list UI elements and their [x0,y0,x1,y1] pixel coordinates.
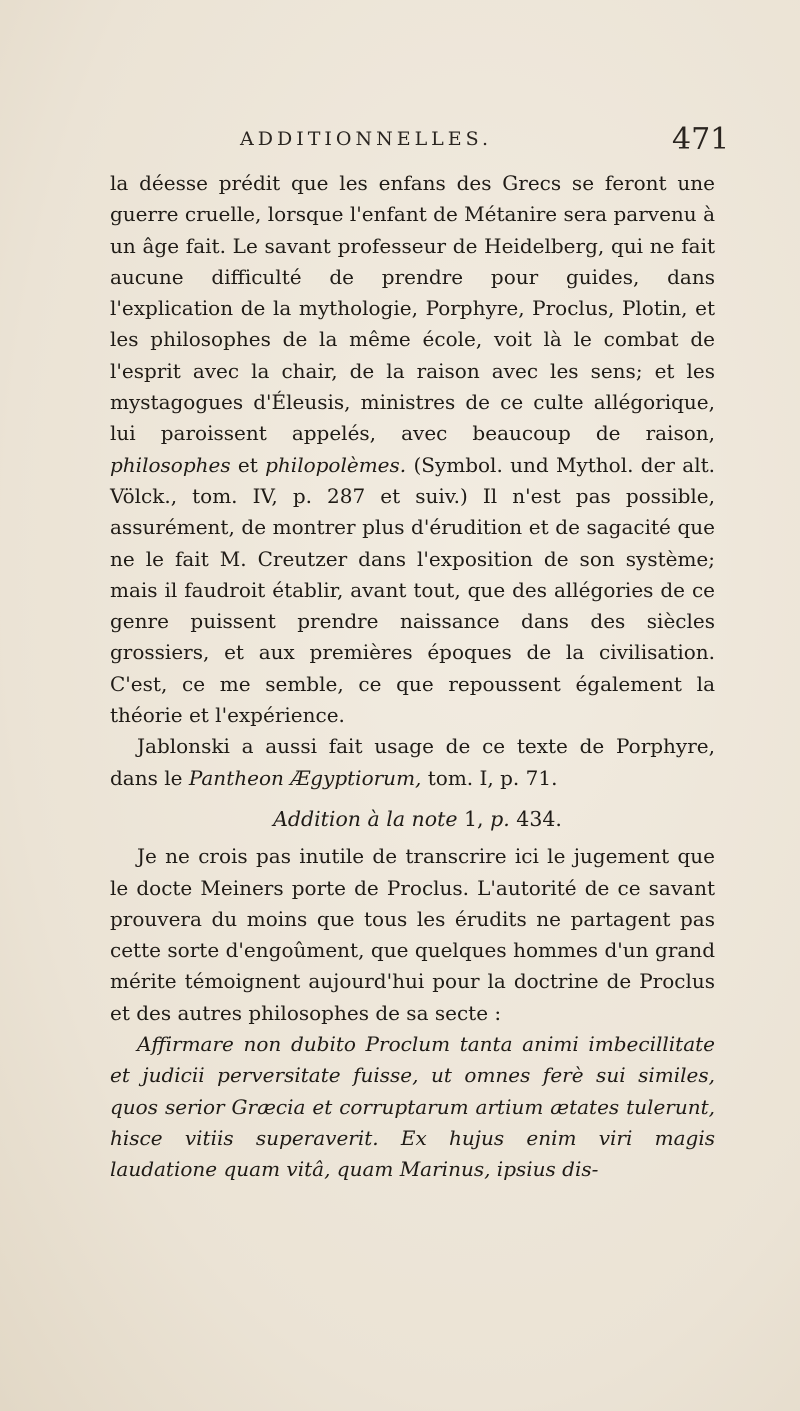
page-number: 471 [672,122,730,157]
paragraph-jablonski [110,731,715,794]
paragraph-meiners: Je ne crois pas inutile de transcrire ici le jugement que le docte Meiners porte de Proclus. L'autorité de ce savant prouvera du moins que tous les érudits ne partagent pas cette sorte d'engoûment, que quelques hommes d'un grand mérite témoignent aujourd'hui pour la doctrine de Proclus et des autres philosophes de sa secte : [110,844,715,1025]
italic-term: philosophes [110,452,231,477]
running-head: ADDITIONNELLES. [240,128,493,150]
text-run: tom. I, p. 71. [427,765,558,790]
heading-page-number: 434. [516,806,562,831]
latin-quotation: Affirmare non dubito Proclum tanta animi imbecillitate et judicii perversitate fuisse, ut omnes ferè sui similes, quos serior Græcia et corruptarum artium ætates tulerunt, hisce vitiis superaverit. Ex hujus enim viri magis laudatione quam vitâ, quam Marinus, ipsius dis- [110,1032,715,1182]
heading-text: Addition à la note [273,806,458,831]
text-run: la déesse prédit que les enfans des Grecs se feront une guerre cruelle, lorsque l'enfant de Métanire sera parvenu à un âge fait. Le savant professeur de Heidelberg, qui ne fait aucune difficulté de prendre pour guides, dans l'explication de la mythologie, Porphyre, Proclus, Plotin, et les philosophes de la même école, voit là le combat de l'esprit avec la chair, de la raison avec les sens; et les mystagogues d'Éleusis, ministres de ce culte allégorique, lui paroissent appelés, avec beaucoup de raison, [110,171,715,446]
text-run: (Symbol. und Mythol. der alt. Völck., tom. IV, p. 287 et suiv.) Il n'est pas possible, assurément, de montrer plus d'érudition et de sagacité que ne le fait M. Creutzer dans l'exposition de son système; mais il faudroit établir, avant tout, que des allégories de ce genre puissent prendre naissance dans des siècles grossiers, et aux premières époques de la civilisation. C'est, ce me semble, ce que repoussent également la théorie et l'expérience. [110,452,716,728]
heading-p: p. [490,806,510,831]
section-heading [110,804,715,835]
italic-title: Pantheon Ægyptiorum, [188,765,422,790]
paragraph-continuation [110,168,715,731]
italic-term: philopolèmes. [265,452,407,477]
text-run: et [237,452,258,477]
heading-note-number: 1, [464,806,484,831]
page-header [240,124,800,164]
body-text [110,168,715,1186]
text-run: Jablonski a aussi fait usage de ce texte de Porphyre, dans le [110,734,715,790]
